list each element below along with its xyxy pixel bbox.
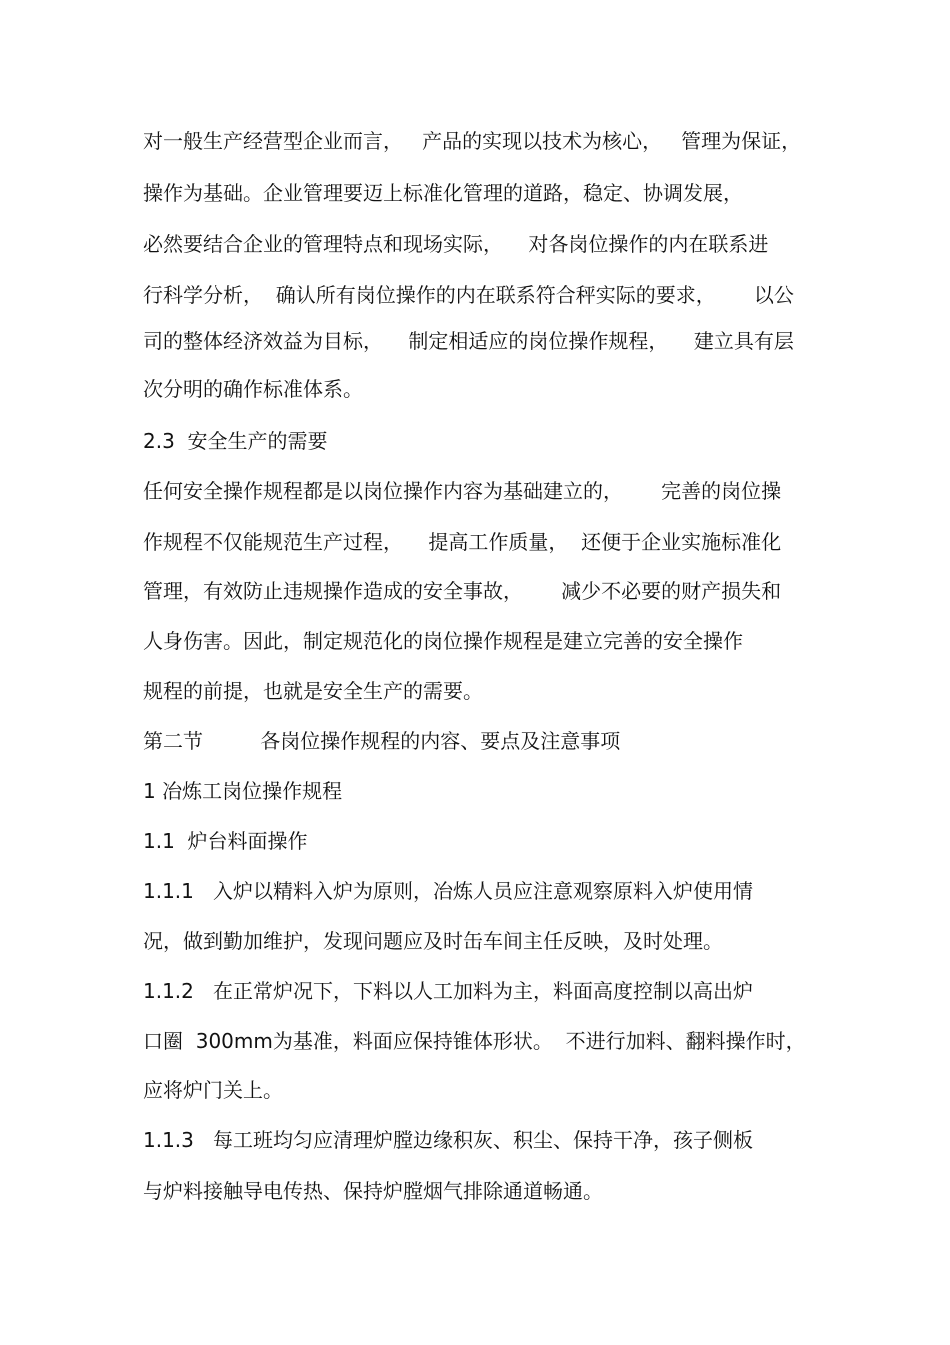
body-text-line: 对一般生产经营型企业而言， 产品的实现以技术为核心， 管理为保证， [143, 129, 802, 153]
body-text-line: 口圈 300mm为基准，料面应保持锥体形状。 不进行加料、翻料操作时， [143, 1029, 806, 1053]
body-text-line: 人身伤害。因此，制定规范化的岗位操作规程是建立完善的安全操作 [143, 629, 743, 653]
section-heading: 1 冶炼工岗位操作规程 [143, 779, 343, 803]
body-text-line: 与炉料接触导电传热、保持炉膛烟气排除通道畅通。 [143, 1179, 603, 1203]
body-text-line: 应将炉门关上。 [143, 1078, 283, 1102]
body-text-line: 任何安全操作规程都是以岗位操作内容为基础建立的， 完善的岗位操 [143, 479, 782, 503]
body-text-line: 管理，有效防止违规操作造成的安全事故， 减少不必要的财产损失和 [143, 579, 782, 603]
body-text-line: 操作为基础。企业管理要迈上标准化管理的道路，稳定、协调发展， [143, 181, 743, 205]
body-text-line: 次分明的确作标准体系。 [143, 377, 363, 401]
subsection-heading: 1.1 炉台料面操作 [143, 829, 308, 853]
body-text-line: 1.1.3 每工班均匀应清理炉膛边缘积灰、积尘、保持干净，孩子侧板 [143, 1128, 753, 1152]
body-text-line: 必然要结合企业的管理特点和现场实际， 对各岗位操作的内在联系进 [143, 232, 769, 256]
body-text-line: 1.1.2 在正常炉况下，下料以人工加料为主，料面高度控制以高出炉 [143, 979, 753, 1003]
body-text-line: 作规程不仅能规范生产过程， 提高工作质量， 还便于企业实施标准化 [143, 530, 782, 554]
body-text-line: 行科学分析， 确认所有岗位操作的内在联系符合秤实际的要求， 以公 [143, 283, 794, 307]
body-text-line: 规程的前提，也就是安全生产的需要。 [143, 679, 483, 703]
section-heading: 2.3 安全生产的需要 [143, 429, 328, 453]
chapter-heading: 第二节 各岗位操作规程的内容、要点及注意事项 [143, 729, 621, 753]
body-text-line: 司的整体经济效益为目标， 制定相适应的岗位操作规程， 建立具有层 [143, 329, 794, 353]
body-text-line: 1.1.1 入炉以精料入炉为原则，冶炼人员应注意观察原料入炉使用情 [143, 879, 753, 903]
body-text-line: 况，做到勤加维护，发现问题应及时缶车间主任反映，及时处理。 [143, 929, 723, 953]
